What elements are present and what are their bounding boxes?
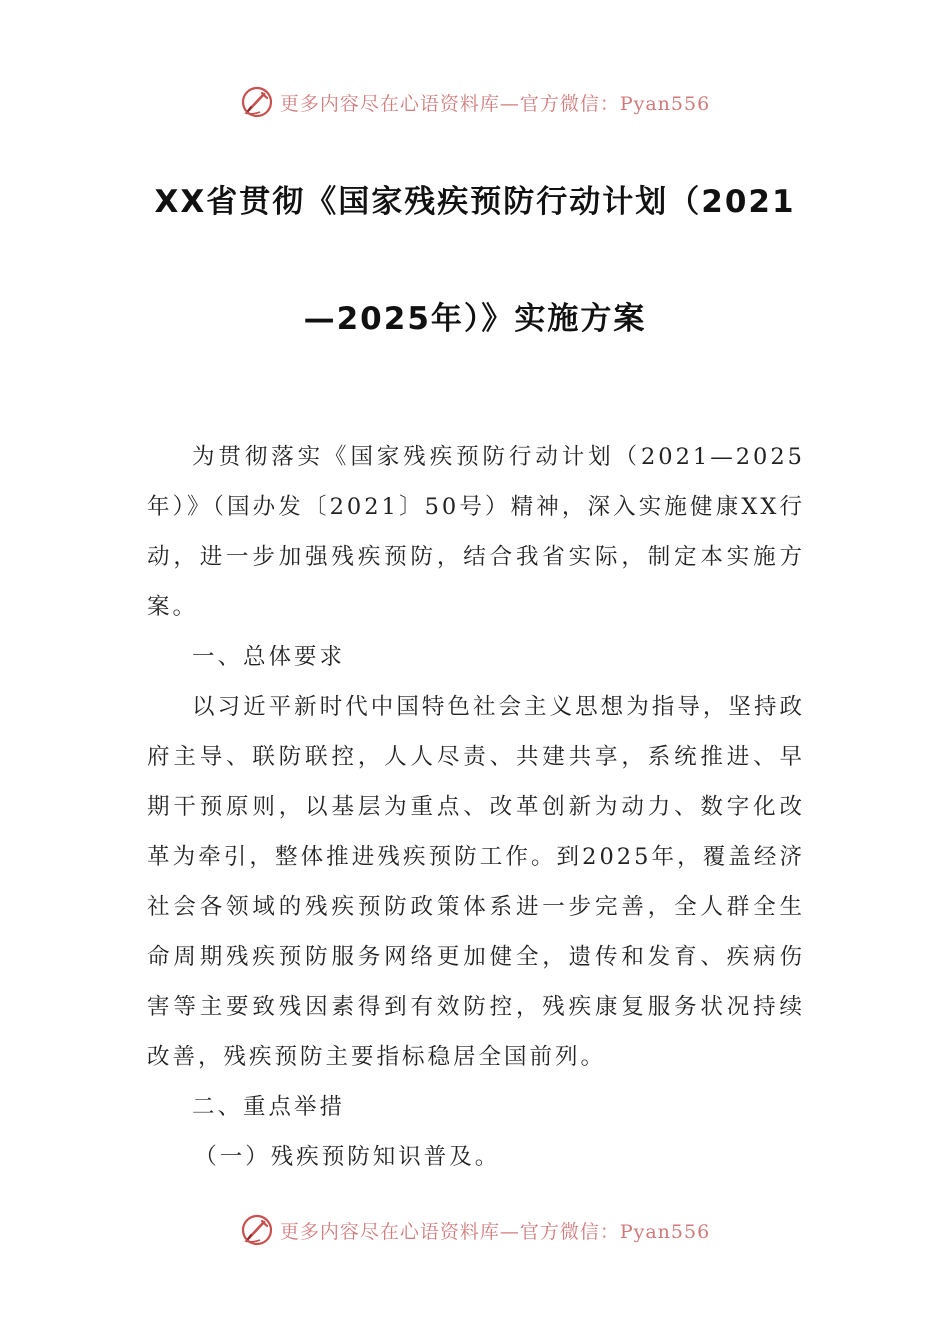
watermark-header bbox=[0, 82, 950, 122]
pen-seal-icon bbox=[240, 1213, 274, 1247]
body-paragraph: 以习近平新时代中国特色社会主义思想为指导，坚持政府主导、联防联控，人人尽责、共建共享，系统推进、早期干预原则，以基层为重点、改革创新为动力、数字化改革为牵引，整体推进残疾预防工作。到2025年，覆盖经济社会各领域的残疾预防政策体系进一步完善，全人群全生命周期残疾预防服务网络更加健全，遗传和发育、疾病伤害等主要致残因素得到有效防控，残疾康复服务状况持续改善，残疾预防主要指标稳居全国前列。 bbox=[147, 694, 805, 1070]
watermark-text: 更多内容尽在心语资料库—官方微信：Pyan556 bbox=[279, 92, 711, 115]
section-heading-2: 二、重点举措 bbox=[192, 1094, 346, 1120]
subsection-heading-1: （一）残疾预防知识普及。 bbox=[194, 1144, 501, 1170]
document-title-line-1: XX省贯彻《国家残疾预防行动计划（2021 bbox=[154, 184, 796, 220]
section-heading-1: 一、总体要求 bbox=[192, 644, 346, 670]
document-title-line-2: —2025年）》实施方案 bbox=[303, 301, 647, 337]
pen-seal-icon bbox=[240, 85, 274, 119]
intro-paragraph: 为贯彻落实《国家残疾预防行动计划（2021—2025年）》（国办发〔2021〕50号）精神，深入实施健康XX行动，进一步加强残疾预防，结合我省实际，制定本实施方案。 bbox=[147, 444, 805, 620]
document-body bbox=[147, 432, 805, 1182]
watermark-footer bbox=[0, 1210, 950, 1250]
watermark-text: 更多内容尽在心语资料库—官方微信：Pyan556 bbox=[279, 1220, 711, 1243]
